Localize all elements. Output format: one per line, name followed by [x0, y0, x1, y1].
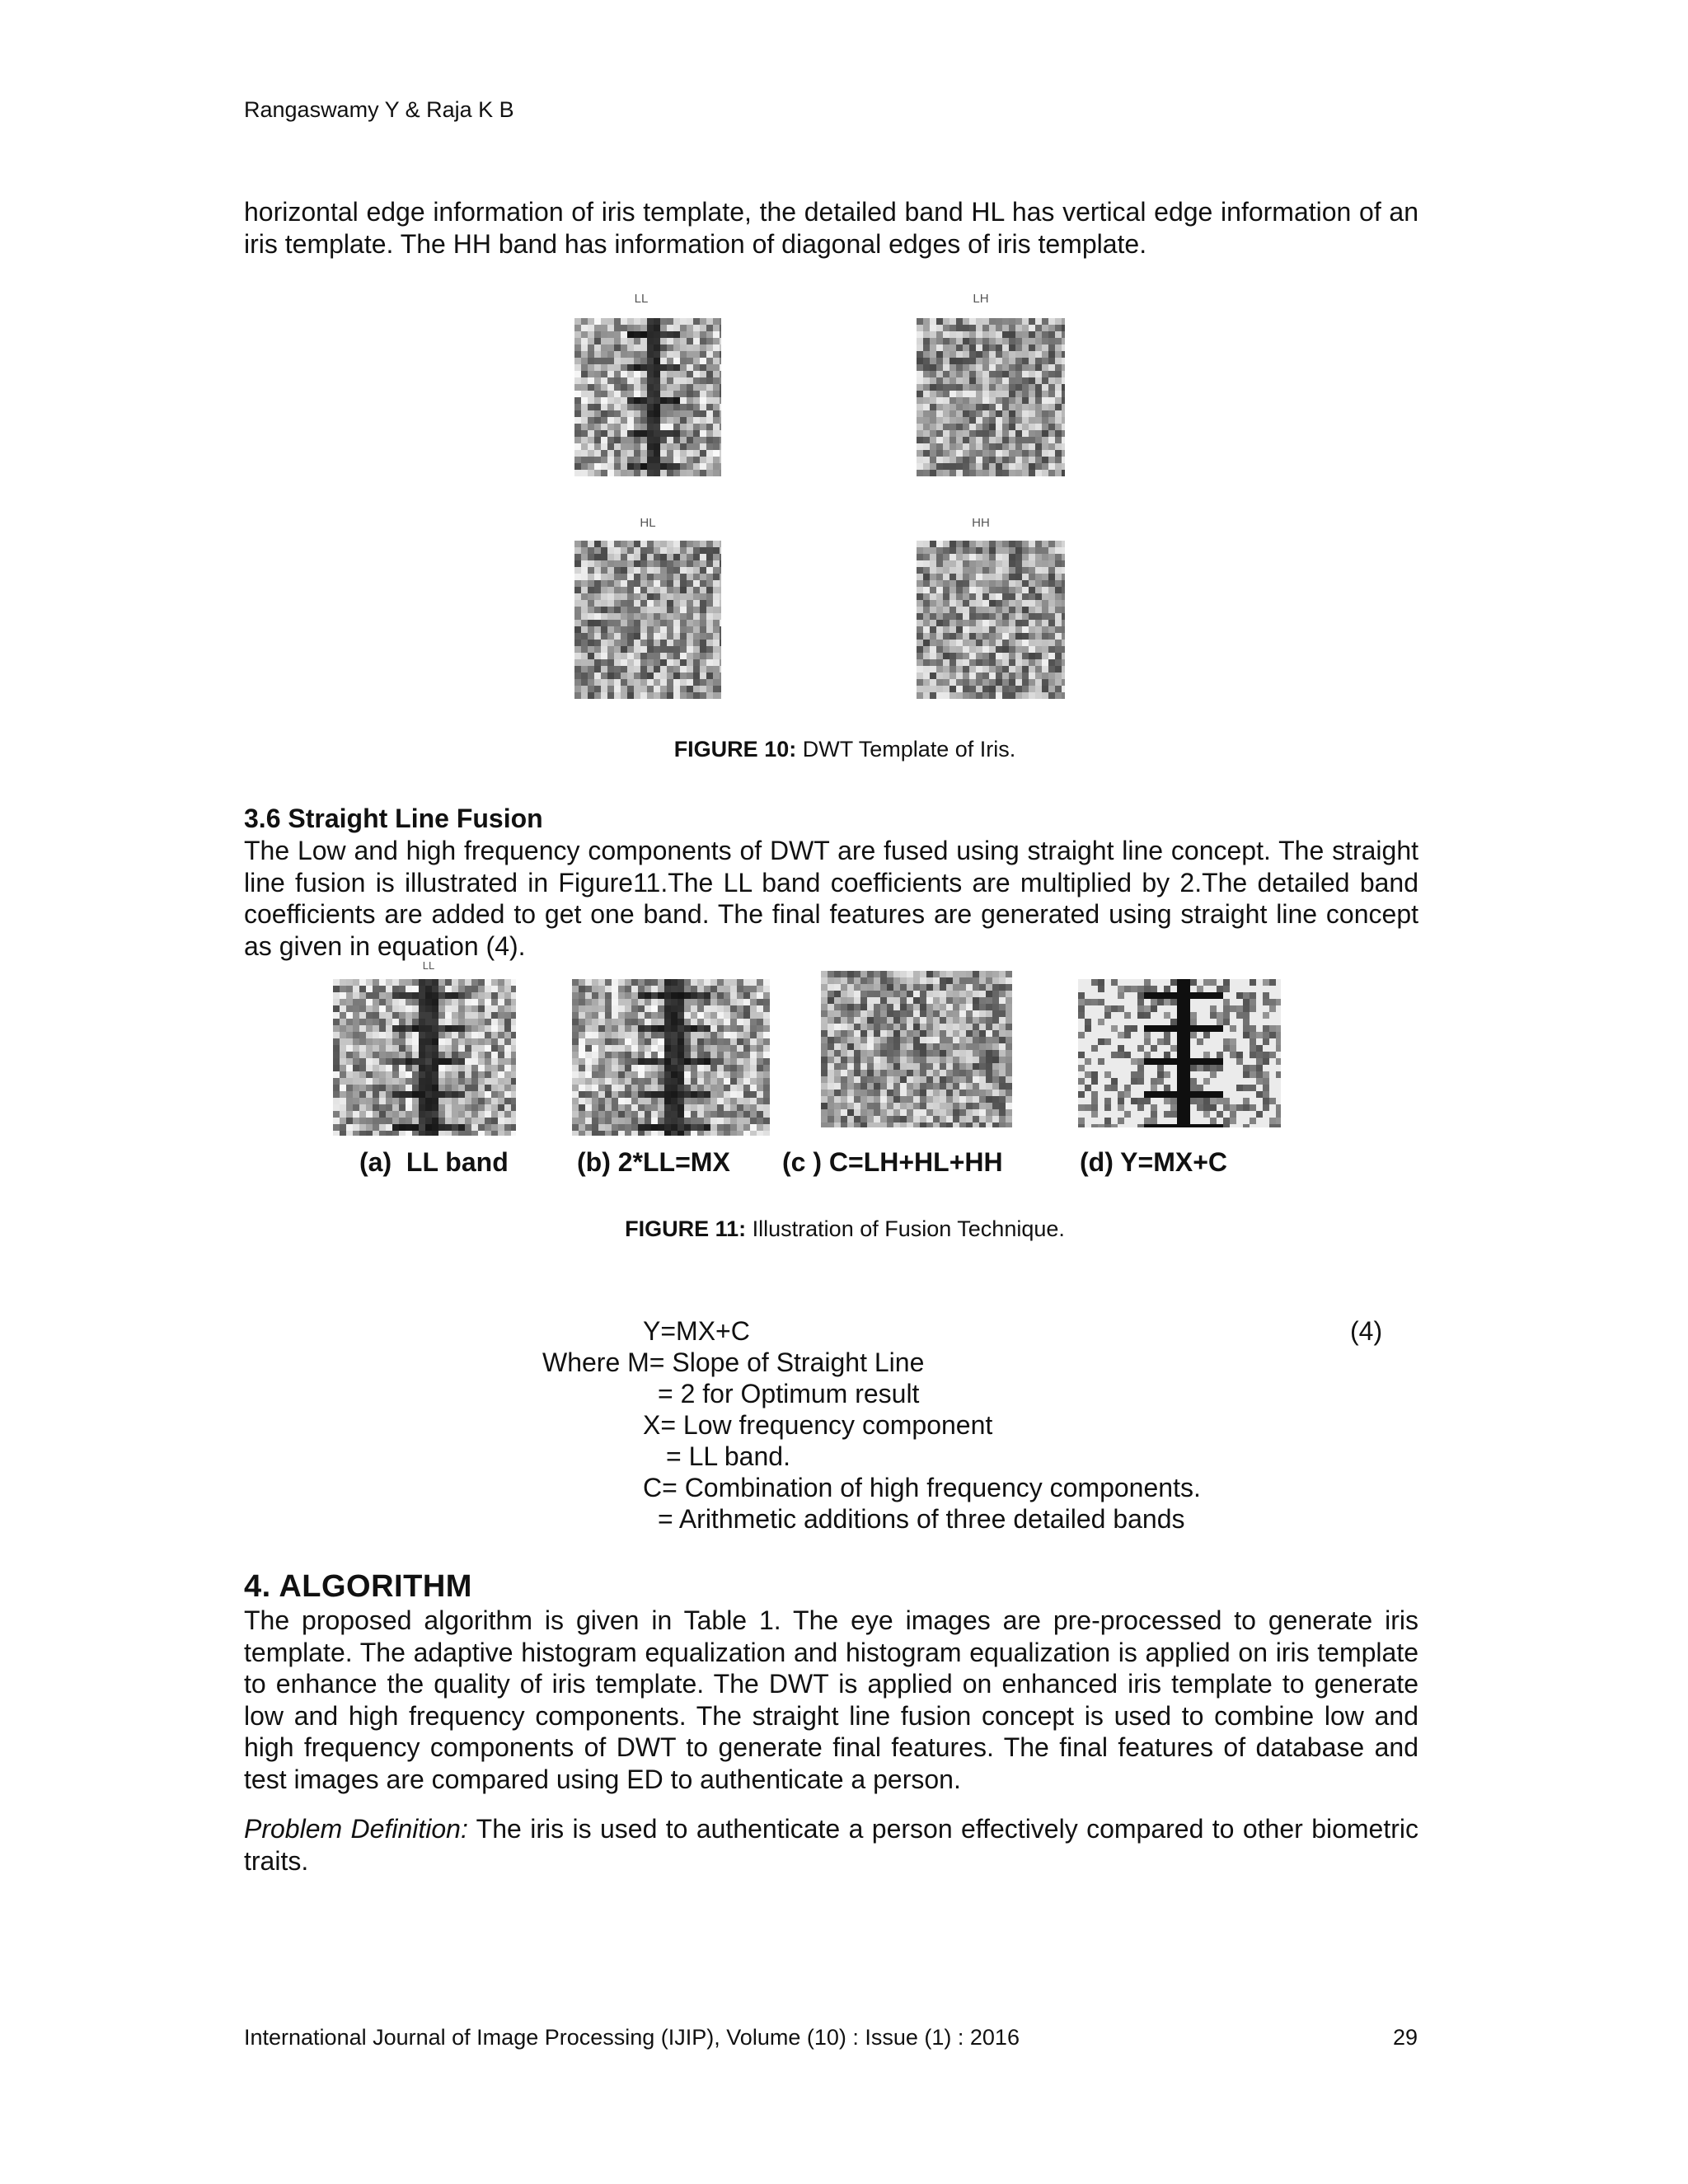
section-3-6-paragraph: The Low and high frequency components of DWT are fused using straight line concept. The straight line fusion is illustrated in Figure11.The LL band coefficients are multiplied by 2.The detailed band coefficients are added to get one band. The final features are generated using straight line concept as given in equation (4).: [244, 836, 1418, 961]
equation-c-value: = Arithmetic additions of three detailed bands: [658, 1504, 1185, 1534]
section-4-paragraph: The proposed algorithm is given in Table 1. The eye images are pre-processed to generate iris template. The adaptive histogram equalization and histogram equalization is applied on iris template to enhance the quality of iris template. The DWT is applied on enhanced iris template to generate low and high frequency components. The straight line fusion concept is used to combine low and high frequency components of DWT to generate final features. The final features of database and test images are compared using ED to authenticate a person.: [244, 1605, 1418, 1794]
equation-c-def: C= Combination of high frequency components.: [643, 1473, 1201, 1502]
problem-definition-paragraph: [244, 1813, 1418, 1877]
fig11-tiny-label: LL: [422, 959, 435, 972]
tile-label-lh: LH: [973, 292, 989, 306]
fusion-c-image: [821, 971, 1012, 1127]
dwt-ll-image: [574, 318, 721, 476]
equation-m-value: = 2 for Optimum result: [658, 1379, 920, 1408]
fusion-mx-image: [572, 979, 770, 1136]
dwt-hh-image: [917, 541, 1065, 699]
dwt-hl-image: [574, 541, 721, 699]
equation-where-m: Where M= Slope of Straight Line: [542, 1347, 925, 1377]
figure-11-caption-text: Illustration of Fusion Technique.: [746, 1216, 1065, 1241]
running-header-authors: Rangaswamy Y & Raja K B: [244, 97, 514, 122]
problem-definition-text: The iris is used to authenticate a person effectively compared to other biometric traits.: [244, 1814, 1419, 1876]
figure-10-caption-label: FIGURE 10:: [673, 737, 797, 762]
intro-paragraph: horizontal edge information of iris template, the detailed band HL has vertical edge information of an iris template. The HH band has information of diagonal edges of iris template.: [244, 197, 1418, 259]
problem-definition-label: Problem Definition:: [244, 1814, 468, 1844]
fusion-ll-band-image: [333, 979, 516, 1136]
tile-label-ll: LL: [634, 292, 649, 306]
equation-x-value: = LL band.: [666, 1441, 790, 1471]
tile-label-hl: HL: [640, 516, 656, 530]
subcaption-d: (d) Y=MX+C: [1080, 1147, 1227, 1177]
tile-label-hh: HH: [972, 516, 990, 530]
subcaption-a: (a) LL band: [359, 1147, 509, 1177]
equation-x-def: X= Low frequency component: [643, 1410, 993, 1440]
figure-11-caption: [577, 1216, 1113, 1242]
footer-journal: International Journal of Image Processing (IJIP), Volume (10) : Issue (1) : 2016: [244, 2025, 1020, 2050]
subcaption-b: (b) 2*LL=MX: [577, 1147, 730, 1177]
figure-10-caption: [577, 737, 1113, 762]
equation-main: Y=MX+C: [643, 1316, 750, 1346]
section-3-6-title: 3.6 Straight Line Fusion: [244, 804, 543, 833]
section-4-title: 4. ALGORITHM: [244, 1569, 472, 1604]
dwt-lh-image: [917, 318, 1065, 476]
fusion-y-image: [1078, 979, 1281, 1127]
subcaption-c: (c ) C=LH+HL+HH: [782, 1147, 1003, 1177]
figure-10-caption-text: DWT Template of Iris.: [796, 737, 1016, 762]
figure-11-caption-label: FIGURE 11:: [625, 1216, 747, 1241]
equation-number: (4): [1350, 1316, 1383, 1346]
footer-page-number: 29: [1393, 2025, 1418, 2050]
